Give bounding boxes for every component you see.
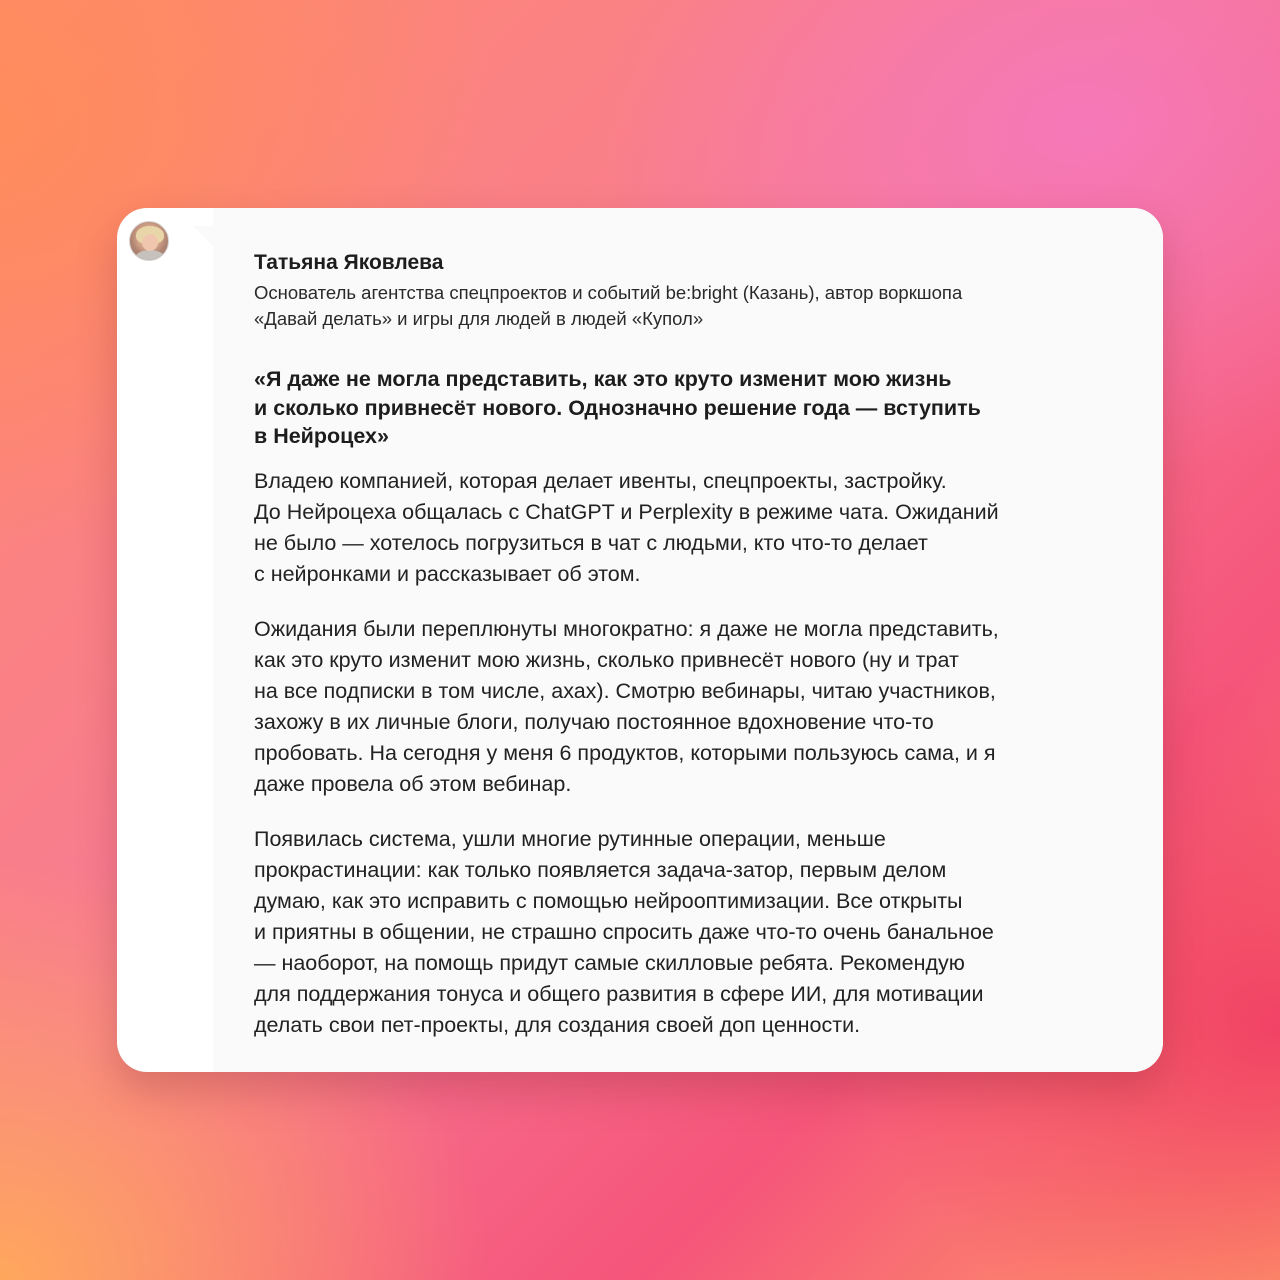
author-avatar[interactable]: [129, 221, 169, 261]
avatar-face-shape: [142, 234, 158, 251]
message-bubble-tail: [193, 226, 215, 248]
testimonial-paragraph-3: [254, 824, 1124, 1041]
paragraph-line: и приятны в общении, не страшно спросить даже что-то очень банальное: [254, 919, 994, 944]
message-content: [254, 248, 1124, 1041]
paragraph-line: даже провела об этом вебинар.: [254, 771, 572, 796]
quote-line: и сколько привнесёт нового. Однозначно решение года — вступить: [254, 395, 981, 420]
testimonial-paragraph-2: [254, 614, 1124, 800]
testimonial-card: [117, 208, 1163, 1072]
avatar-body-shape: [134, 250, 166, 261]
paragraph-line: думаю, как это исправить с помощью нейрооптимизации. Все открыты: [254, 888, 963, 913]
author-role-line: «Давай делать» и игры для людей в людей «Купол»: [254, 308, 704, 329]
paragraph-line: Владею компанией, которая делает ивенты, спецпроекты, застройку.: [254, 468, 947, 493]
paragraph-line: как это круто изменит мою жизнь, сколько привнесёт нового (ну и трат: [254, 647, 959, 672]
paragraph-line: с нейронками и рассказывает об этом.: [254, 561, 641, 586]
paragraph-line: До Нейроцеха общалась с ChatGPT и Perplexity в режиме чата. Ожиданий: [254, 499, 999, 524]
testimonial-paragraph-1: [254, 466, 1124, 590]
paragraph-line: — наоборот, на помощь придут самые скилловые ребята. Рекомендую: [254, 950, 965, 975]
paragraph-line: не было — хотелось погрузиться в чат с людьми, кто что-то делает: [254, 530, 928, 555]
paragraph-line: Ожидания были переплюнуты многократно: я даже не могла представить,: [254, 616, 999, 641]
quote-line: в Нейроцех»: [254, 424, 389, 448]
author-role: [254, 280, 1124, 332]
paragraph-line: делать свои пет-проекты, для создания своей доп ценности.: [254, 1012, 861, 1037]
paragraph-line: пробовать. На сегодня у меня 6 продуктов, которыми пользуюсь сама, и я: [254, 740, 996, 765]
paragraph-line: прокрастинации: как только появляется задача-затор, первым делом: [254, 857, 947, 882]
testimonial-quote: [254, 365, 1124, 451]
author-role-line: Основатель агентства спецпроектов и событий be:bright (Казань), автор воркшопа: [254, 282, 963, 303]
author-name[interactable]: Татьяна Яковлева: [254, 251, 444, 274]
quote-line: «Я даже не могла представить, как это круто изменит мою жизнь: [254, 367, 952, 391]
paragraph-line: Появилась система, ушли многие рутинные операции, меньше: [254, 826, 886, 851]
paragraph-line: захожу в их личные блоги, получаю постоянное вдохновение что-то: [254, 709, 934, 734]
paragraph-line: на все подписки в том числе, ахах). Смотрю вебинары, читаю участников,: [254, 678, 996, 703]
paragraph-line: для поддержания тонуса и общего развития в сфере ИИ, для мотивации: [254, 981, 984, 1006]
